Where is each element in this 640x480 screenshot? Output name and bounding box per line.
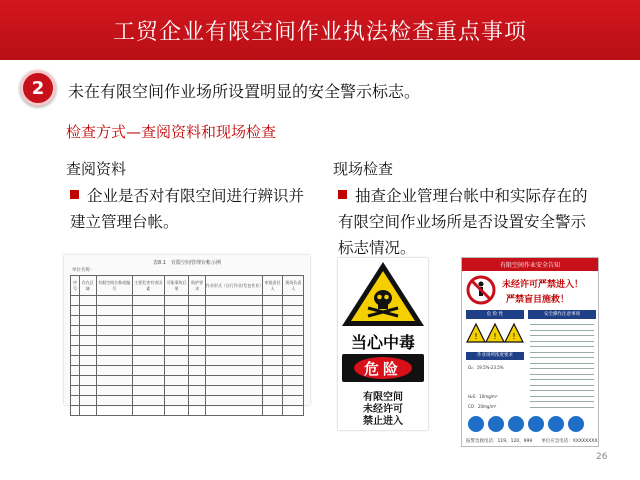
table-cell (164, 326, 188, 336)
ledger-col: 序号 (71, 276, 80, 296)
table-cell (189, 356, 206, 366)
table-cell (96, 396, 132, 406)
table-cell (96, 336, 132, 346)
table-cell (164, 346, 188, 356)
table-cell (79, 306, 96, 316)
table-row (71, 376, 304, 386)
table-cell (79, 326, 96, 336)
item-text: 未在有限空间作业场所设置明显的安全警示标志。 (68, 82, 421, 101)
ledger-body (71, 296, 304, 416)
poison-warning-sign (338, 258, 428, 430)
table-row (71, 296, 304, 306)
table-cell (71, 316, 80, 326)
table-cell (71, 356, 80, 366)
table-cell (205, 306, 262, 316)
notice-text-line (530, 335, 594, 336)
danger-text: 危险 (354, 357, 412, 379)
table-cell (189, 376, 206, 386)
table-cell (132, 296, 164, 306)
table-cell (205, 376, 262, 386)
table-cell (164, 396, 188, 406)
table-cell (283, 386, 304, 396)
table-cell (132, 386, 164, 396)
notice-text-line (530, 374, 594, 375)
right-bullet-line-2: 有限空间作业场所是否设置安全警示 (338, 213, 587, 231)
table-cell (164, 316, 188, 326)
no-entry-icon (466, 275, 496, 305)
page-number: 26 (596, 452, 608, 462)
table-cell (71, 386, 80, 396)
notice-text-line (530, 385, 594, 386)
skull-warning-icon (338, 258, 428, 330)
sign-line-3: 禁止进入 (363, 416, 403, 427)
table-cell (132, 316, 164, 326)
left-bullet-line-1: 企业是否对有限空间进行辨识并 (87, 187, 305, 205)
table-cell (205, 396, 262, 406)
ledger-col: 作业形式（自行作业/发包作业） (205, 276, 262, 296)
table-row (71, 356, 304, 366)
table-row (71, 326, 304, 336)
table-cell (283, 316, 304, 326)
table-cell (132, 346, 164, 356)
right-bullet (338, 183, 628, 261)
table-cell (71, 306, 80, 316)
table-cell (96, 406, 132, 416)
table-cell (132, 356, 164, 366)
table-cell (283, 296, 304, 306)
table-cell (283, 336, 304, 346)
table-cell (262, 406, 283, 416)
table-cell (96, 306, 132, 316)
ledger-image (64, 255, 310, 405)
table-cell (132, 376, 164, 386)
table-cell (71, 366, 80, 376)
svg-text:!: ! (474, 332, 478, 341)
table-cell (164, 356, 188, 366)
table-cell (164, 366, 188, 376)
hazard-label: 危 险 性 (466, 310, 524, 319)
gas-o2: O₂：19.5%-23.5% (468, 365, 504, 370)
table-cell (205, 366, 262, 376)
left-heading: 查阅资料 (66, 160, 127, 178)
notice-text-line (530, 407, 594, 408)
table-cell (262, 336, 283, 346)
ledger-col: 存在区域 (79, 276, 96, 296)
table-cell (96, 296, 132, 306)
gas-label: 作业场所浓度要求 (466, 352, 524, 360)
table-cell (71, 336, 80, 346)
ledger-col: 主要危害有害因素 (132, 276, 164, 296)
danger-panel (342, 354, 424, 382)
notice-text-line (530, 357, 594, 358)
table-cell (189, 396, 206, 406)
table-cell (205, 316, 262, 326)
table-cell (96, 366, 132, 376)
notice-title: 有限空间作业安全告知 (462, 258, 598, 271)
notice-text-line (530, 396, 594, 397)
table-cell (96, 386, 132, 396)
table-cell (205, 346, 262, 356)
table-cell (205, 326, 262, 336)
table-cell (164, 406, 188, 416)
notice-text-line (530, 352, 594, 353)
table-cell (283, 306, 304, 316)
table-cell (262, 386, 283, 396)
notice-text-line (530, 330, 594, 331)
table-cell (79, 336, 96, 346)
ledger-col: 防护要求 (189, 276, 206, 296)
notice-text-line (530, 324, 594, 325)
table-cell (283, 396, 304, 406)
table-cell (79, 366, 96, 376)
table-row (71, 306, 304, 316)
emergency-phone: 报警急救电话：119、120、999 单位应急电话：XXXXXXXX (466, 439, 598, 444)
notice-text-line (530, 341, 594, 342)
notice-text-line (530, 401, 594, 402)
ledger-col: 有限空间名称或编号 (96, 276, 132, 296)
right-bullet-line-1: 抽查企业管理台帐中和实际存在的 (355, 187, 588, 205)
table-cell (96, 316, 132, 326)
table-cell (96, 326, 132, 336)
table-row (71, 386, 304, 396)
bullet-square-icon (70, 190, 79, 199)
title-bar (0, 0, 640, 60)
svg-text:!: ! (512, 332, 516, 341)
table-cell (262, 316, 283, 326)
table-cell (189, 336, 206, 346)
table-cell (262, 306, 283, 316)
table-cell (96, 346, 132, 356)
table-cell (262, 296, 283, 306)
table-row (71, 316, 304, 326)
bullet-square-icon (338, 190, 347, 199)
table-cell (205, 386, 262, 396)
table-cell (189, 316, 206, 326)
table-cell (79, 296, 96, 306)
table-row (71, 396, 304, 406)
table-cell (189, 326, 206, 336)
table-cell (71, 326, 80, 336)
table-cell (205, 336, 262, 346)
notice-text-line (530, 363, 594, 364)
gas-co: CO：20mg/m³ (468, 404, 497, 409)
table-cell (205, 296, 262, 306)
table-cell (132, 366, 164, 376)
notice-banner-2: 严禁盲目施救！ (506, 295, 570, 305)
table-cell (283, 366, 304, 376)
item-number-badge: 2 (20, 70, 56, 106)
table-cell (71, 296, 80, 306)
left-bullet (70, 183, 330, 235)
table-cell (262, 326, 283, 336)
table-cell (262, 376, 283, 386)
sign-line-2: 未经许可 (363, 404, 403, 415)
table-cell (283, 376, 304, 386)
table-cell (189, 306, 206, 316)
table-cell (132, 306, 164, 316)
table-row (71, 336, 304, 346)
table-cell (132, 336, 164, 346)
table-cell (79, 376, 96, 386)
ledger-table (70, 275, 304, 416)
table-cell (71, 396, 80, 406)
notice-text-line (530, 346, 594, 347)
table-cell (262, 396, 283, 406)
right-bullet-line-3: 标志情况。 (338, 239, 416, 257)
table-cell (189, 296, 206, 306)
table-cell (262, 356, 283, 366)
table-cell (205, 356, 262, 366)
sign-lines (346, 392, 420, 428)
ledger-header-row (71, 276, 304, 296)
table-cell (164, 376, 188, 386)
ledger-col: 可能事故后果 (164, 276, 188, 296)
table-cell (96, 376, 132, 386)
table-cell (189, 386, 206, 396)
table-cell (71, 406, 80, 416)
table-row (71, 346, 304, 356)
operation-label: 安全操作注意事项 (528, 310, 596, 319)
table-cell (205, 406, 262, 416)
hazard-triangles-icon (466, 322, 524, 348)
notice-text-line (530, 390, 594, 391)
table-cell (283, 356, 304, 366)
table-cell (79, 356, 96, 366)
table-cell (132, 326, 164, 336)
table-cell (79, 386, 96, 396)
ppe-icons (466, 414, 596, 434)
table-cell (71, 376, 80, 386)
poison-warning-text: 当心中毒 (350, 333, 415, 352)
left-bullet-line-2: 建立管理台帐。 (70, 213, 179, 231)
table-cell (79, 406, 96, 416)
ledger-col: 现场负责人 (283, 276, 304, 296)
safety-notice-board (461, 257, 599, 447)
table-cell (132, 406, 164, 416)
table-cell (262, 346, 283, 356)
table-row (71, 366, 304, 376)
notice-banner-1: 未经许可严禁进入！ (502, 280, 584, 290)
sign-line-1: 有限空间 (363, 392, 403, 403)
table-cell (79, 316, 96, 326)
ledger-unit: 单位名称： (72, 268, 95, 273)
table-cell (79, 346, 96, 356)
gas-h2s: H₂S：10mg/m³ (468, 394, 498, 399)
table-cell (283, 326, 304, 336)
table-cell (283, 406, 304, 416)
table-cell (189, 366, 206, 376)
table-cell (71, 346, 80, 356)
table-cell (164, 336, 188, 346)
ledger-caption: 表8.1 有限空间管理台帐示例 (153, 260, 221, 266)
table-row (71, 406, 304, 416)
table-cell (79, 396, 96, 406)
table-cell (132, 396, 164, 406)
table-cell (283, 346, 304, 356)
svg-text:!: ! (493, 332, 497, 341)
inspection-method: 检查方式—查阅资料和现场检查 (66, 123, 277, 141)
table-cell (164, 306, 188, 316)
table-cell (96, 356, 132, 366)
notice-text-line (530, 379, 594, 380)
table-cell (189, 406, 206, 416)
table-cell (164, 296, 188, 306)
table-cell (262, 366, 283, 376)
right-heading: 现场检查 (333, 160, 394, 178)
table-cell (164, 386, 188, 396)
table-cell (189, 346, 206, 356)
page-title: 工贸企业有限空间作业执法检查重点事项 (112, 19, 527, 45)
ledger-col: 审批责任人 (262, 276, 283, 296)
notice-text-line (530, 368, 594, 369)
